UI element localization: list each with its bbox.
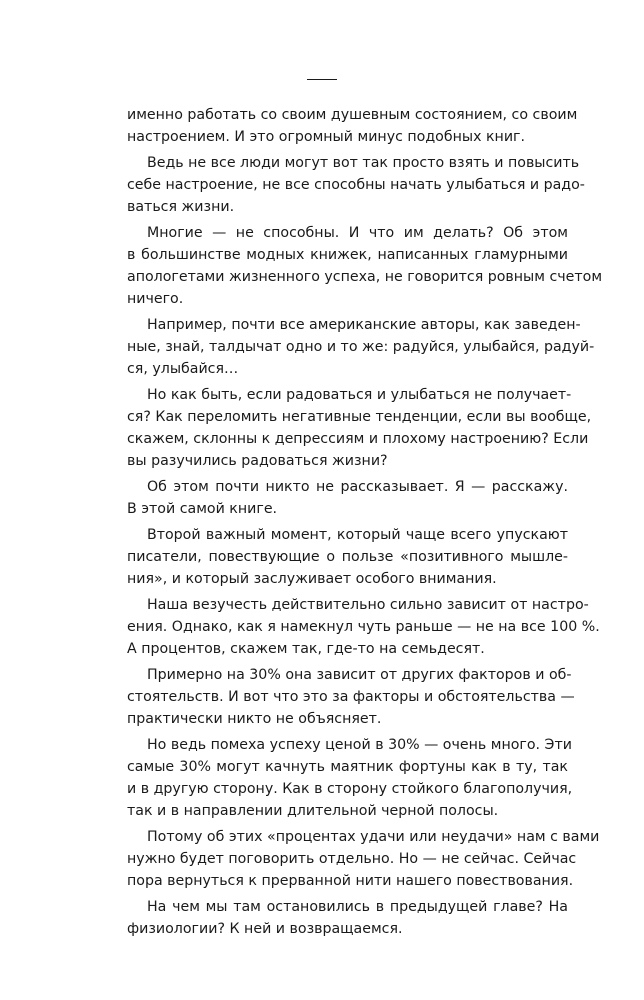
text-line: ся, улыбайся… xyxy=(127,361,239,377)
text-line: ничего. xyxy=(127,291,184,307)
paragraph xyxy=(127,896,568,940)
text-line: писатели, повествующие о пользе «позитивного мышле- xyxy=(127,549,568,565)
paragraph xyxy=(127,314,595,380)
text-line: Многие — не способны. И что им делать? Об этом xyxy=(147,225,568,241)
text-line: Но ведь помеха успеху ценой в 30% — очень много. Эти xyxy=(147,737,572,753)
text-line: практически никто не объясняет. xyxy=(127,711,382,727)
text-line: Ведь не все люди могут вот так просто взять и повысить xyxy=(147,155,580,171)
text-line: Второй важный момент, который чаще всего упускают xyxy=(147,527,568,543)
paragraph xyxy=(127,734,573,822)
text-line: Примерно на 30% она зависит от других факторов и об- xyxy=(147,667,572,683)
text-line: скажем, склонны к депрессиям и плохому настроению? Если xyxy=(127,431,589,447)
paragraph xyxy=(127,152,585,218)
text-line: себе настроение, не все способны начать улыбаться и радо- xyxy=(127,177,585,193)
paragraph xyxy=(127,384,592,472)
header-rule xyxy=(307,79,337,80)
text-line: стоятельств. И вот что это за факторы и обстоятельства — xyxy=(127,689,575,705)
text-line: в большинстве модных книжек, написанных гламурными xyxy=(127,247,568,263)
text-line: На чем мы там остановились в предыдущей главе? На xyxy=(147,899,568,915)
text-line: вы разучились радоваться жизни? xyxy=(127,453,388,469)
text-line: Потому об этих «процентах удачи или неудачи» нам с вами xyxy=(147,829,600,845)
text-line: Но как быть, если радоваться и улыбаться не получает- xyxy=(147,387,572,403)
text-line: В этой самой книге. xyxy=(127,501,278,517)
paragraph xyxy=(127,476,568,520)
body-text xyxy=(127,104,603,944)
paragraph xyxy=(127,104,578,148)
paragraph xyxy=(127,524,568,590)
text-line: настроением. И это огромный минус подобных книг. xyxy=(127,129,526,145)
text-line: ения. Однако, как я намекнул чуть раньше — не на все 100 %. xyxy=(127,619,600,635)
paragraph xyxy=(127,594,600,660)
text-line: именно работать со своим душевным состоянием, со своим xyxy=(127,107,578,123)
text-line: ся? Как переломить негативные тенденции, если вы вообще, xyxy=(127,409,592,425)
paragraph xyxy=(127,826,600,892)
text-line: нужно будет поговорить отдельно. Но — не сейчас. Сейчас xyxy=(127,851,577,867)
text-line: самые 30% могут качнуть маятник фортуны как в ту, так xyxy=(127,759,568,775)
paragraph xyxy=(127,664,575,730)
text-line: ные, знай, талдычат одно и то же: радуйся, улыбайся, радуй- xyxy=(127,339,595,355)
text-line: Об этом почти никто не рассказывает. Я — расскажу. xyxy=(147,479,568,495)
text-line: ваться жизни. xyxy=(127,199,235,215)
text-line: Например, почти все американские авторы, как заведен- xyxy=(147,317,581,333)
text-line: Наша везучесть действительно сильно зависит от настро- xyxy=(147,597,589,613)
text-line: А процентов, скажем так, где-то на семьдесят. xyxy=(127,641,485,657)
text-line: ния», и который заслуживает особого внимания. xyxy=(127,571,497,587)
text-line: так и в направлении длительной черной полосы. xyxy=(127,803,499,819)
paragraph xyxy=(127,222,603,310)
text-line: физиологии? К ней и возвращаемся. xyxy=(127,921,403,937)
text-line: пора вернуться к прерванной нити нашего повествования. xyxy=(127,873,574,889)
text-line: и в другую сторону. Как в сторону стойкого благополучия, xyxy=(127,781,573,797)
text-line: апологетами жизненного успеха, не говорится ровным счетом xyxy=(127,269,603,285)
